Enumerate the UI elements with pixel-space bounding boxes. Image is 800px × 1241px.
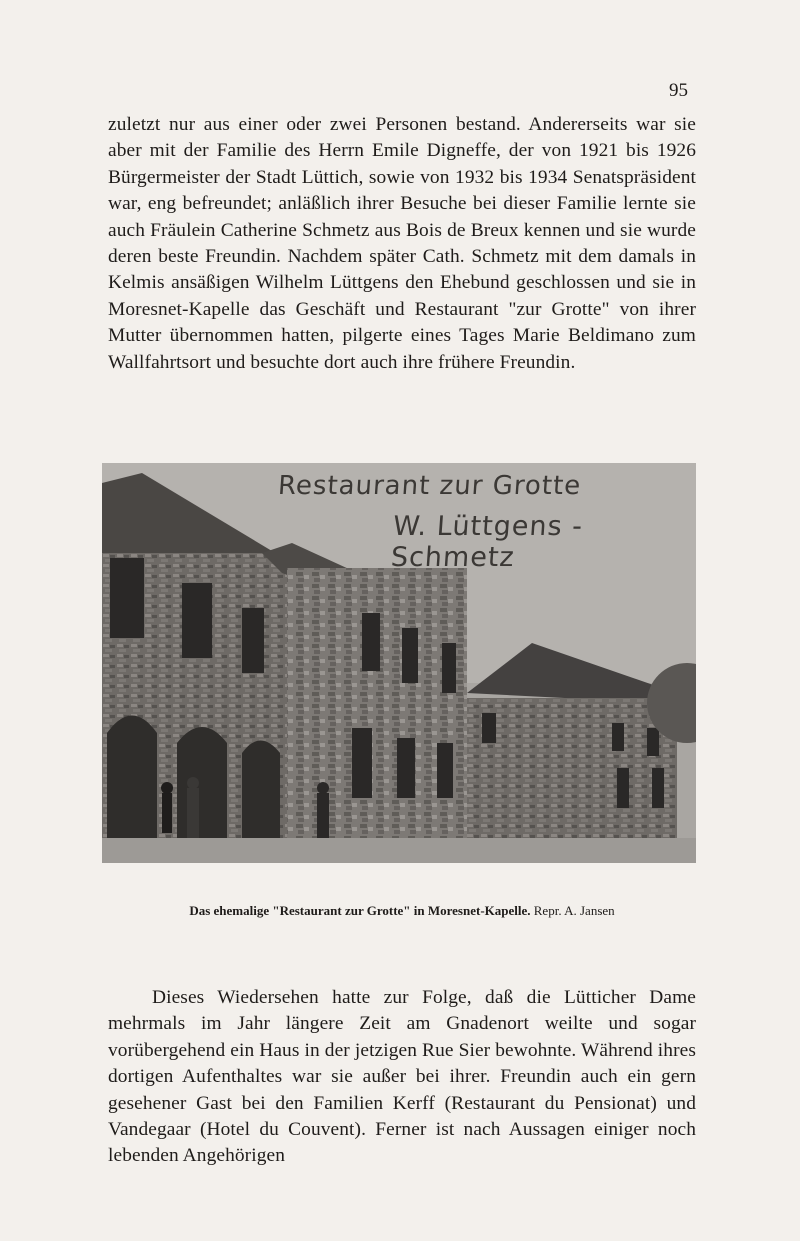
photo-caption xyxy=(108,903,696,919)
photo-sign-line-2: W. Lüttgens -Schmetz xyxy=(389,511,585,573)
paragraph-2: Dieses Wiedersehen hatte zur Folge, daß die Lütticher Dame mehrmals im Jahr längere Zeit am Gnadenort weilte und sogar vorübergehend ein Haus in der jetzigen Rue Sier bewohnte. Während ihres dortigen Aufenthaltes war sie außer bei ihrer. Freundin auch ein gern gesehener Gast bei den Familien Kerff (Restaurant du Pensionat) und Vandegaar (Hotel du Couvent). Ferner ist nach Aussagen einiger noch lebenden Angehörigen xyxy=(108,987,696,1167)
photo-sign-line-1: Restaurant zur Grotte xyxy=(276,471,583,501)
caption-title: Das ehemalige "Restaurant zur Grotte" in Moresnet-Kapelle. xyxy=(189,903,531,918)
page-number: 95 xyxy=(669,80,688,101)
restaurant-photo xyxy=(102,463,696,863)
caption-credit: Repr. A. Jansen xyxy=(533,903,615,918)
paragraph-1: zuletzt nur aus einer oder zwei Personen bestand. Andererseits war sie aber mit der Familie des Herrn Emile Digneffe, der von 1921 bis 1926 Bürgermeister der Stadt Lüttich, sowie von 1932 bis 1934 Senatspräsident war, eng befreundet; anläßlich ihrer Besuche bei dieser Familie lernte sie auch Fräulein Catherine Schmetz aus Bois de Breux kennen und sie wurde deren beste Freundin. Nachdem später Cath. Schmetz mit dem damals in Kelmis ansäßigen Wilhelm Lüttgens den Ehebund geschlossen und sie in Moresnet-Kapelle das Geschäft und Restaurant "zur Grotte" von ihrer Mutter übernommen hatten, pilgerte eines Tages Marie Beldimano zum Wallfahrtsort und besuchte dort auch ihre frühere Freundin. xyxy=(108,114,696,373)
